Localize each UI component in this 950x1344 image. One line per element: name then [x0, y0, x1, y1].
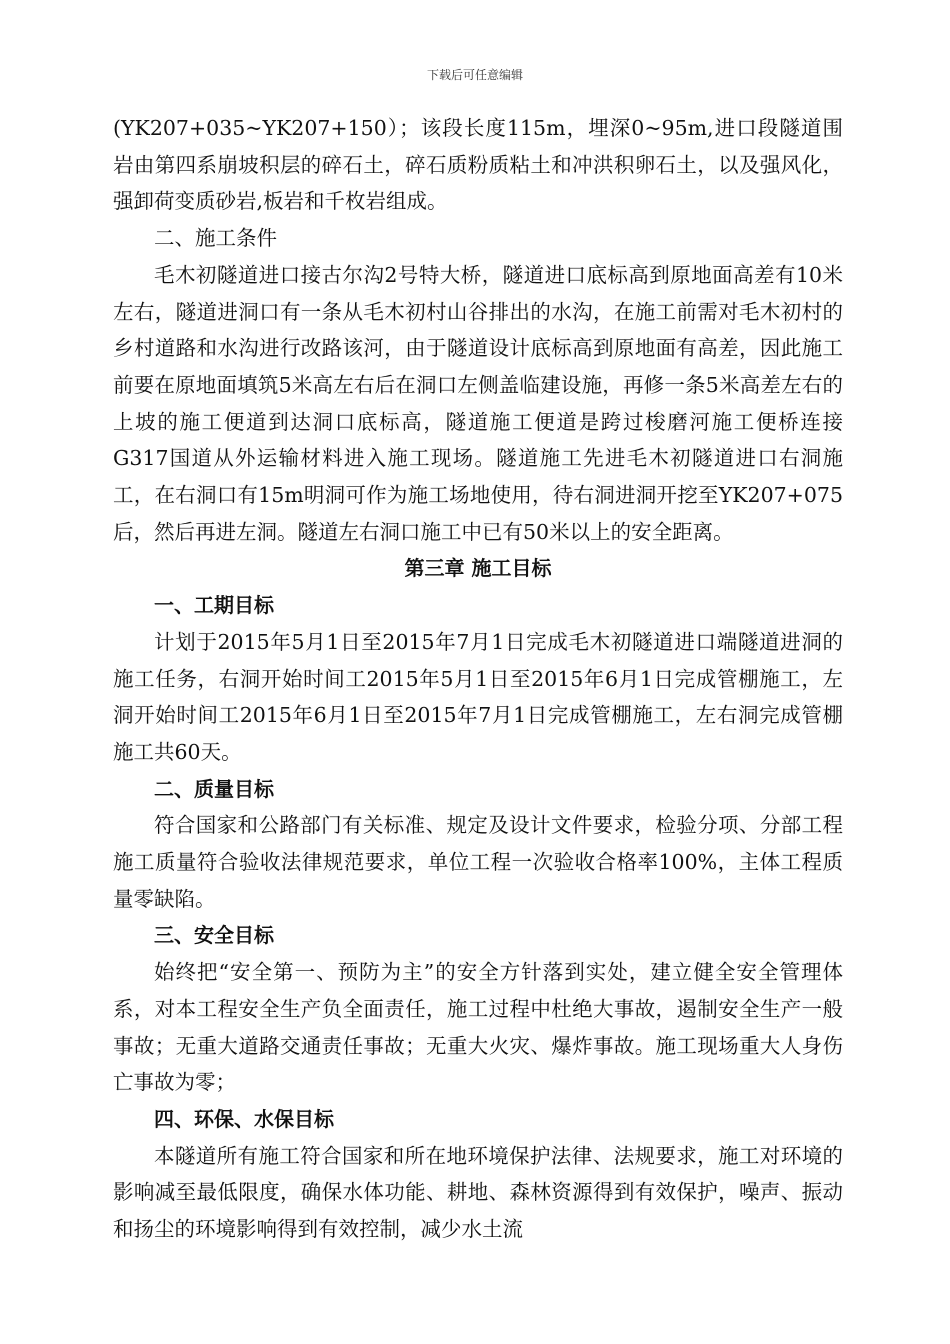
section-title-construction-conditions: 二、施工条件 — [154, 226, 277, 251]
paragraph-quality-goal: 符合国家和公路部门有关标准、规定及设计文件要求，检验分项、分部工程施工质量符合验收法律规范要求，单位工程一次验收合格率100%，主体工程质量零缺陷。 — [113, 813, 843, 911]
paragraph-geology: (YK207+035~YK207+150）；该段长度115m，埋深0~95m,进口段隧道围岩由第四系崩坡积层的碎石土，碎石质粉质粘土和冲洪积卵石土，以及强风化，强卸荷变质砂岩,板岩和千枚岩组成。 — [113, 116, 843, 214]
paragraph-safety-goal: 始终把“安全第一、预防为主”的安全方针落到实处，建立健全安全管理体系，对本工程安全生产负全面责任，施工过程中杜绝大事故，遏制安全生产一般事故；无重大道路交通责任事故；无重大火灾、爆炸事故。施工现场重大人身伤亡事故为零； — [113, 960, 843, 1095]
heading-safety-goal: 三、安全目标 — [154, 923, 274, 948]
heading-schedule-goal: 一、工期目标 — [154, 593, 274, 618]
paragraph-construction-conditions: 毛木初隧道进口接古尔沟2号特大桥，隧道进口底标高到原地面高差有10米左右，隧道进洞口有一条从毛木初村山谷排出的水沟，在施工前需对毛木初村的乡村道路和水沟进行改路该河，由于隧道设计底标高到原地面有高差，因此施工前要在原地面填筑5米高左右后在洞口左侧盖临建设施，再修一条5米高差左右的上坡的施工便道到达洞口底标高，隧道施工便道是跨过梭磨河施工便桥连接G317国道从外运输材料进入施工现场。隧道施工先进毛木初隧道进口右洞施工，在右洞口有15m明洞可作为施工场地使用，待右洞进洞开挖至YK207+075后，然后再进左洞。隧道左右洞口施工中已有50米以上的安全距离。 — [113, 262, 843, 544]
page-header: 下载后可任意编辑 — [426, 68, 523, 82]
chapter-title: 第三章 施工目标 — [404, 556, 552, 581]
paragraph-schedule-goal: 计划于2015年5月1日至2015年7月1日完成毛木初隧道进口端隧道进洞的施工任务，右洞开始时间工2015年5月1日至2015年6月1日完成管棚施工，左洞开始时间工2015年6月1日至2015年7月1日完成管棚施工，左右洞完成管棚施工共60天。 — [113, 629, 843, 764]
heading-environment-goal: 四、环保、水保目标 — [154, 1106, 334, 1131]
heading-quality-goal: 二、质量目标 — [154, 776, 274, 801]
paragraph-environment-goal: 本隧道所有施工符合国家和所在地环境保护法律、法规要求，施工对环境的影响减至最低限度，确保水体功能、耕地、森林资源得到有效保护，噪声、振动和扬尘的环境影响得到有效控制，减少水土流 — [113, 1143, 843, 1242]
document-body — [113, 110, 843, 1248]
